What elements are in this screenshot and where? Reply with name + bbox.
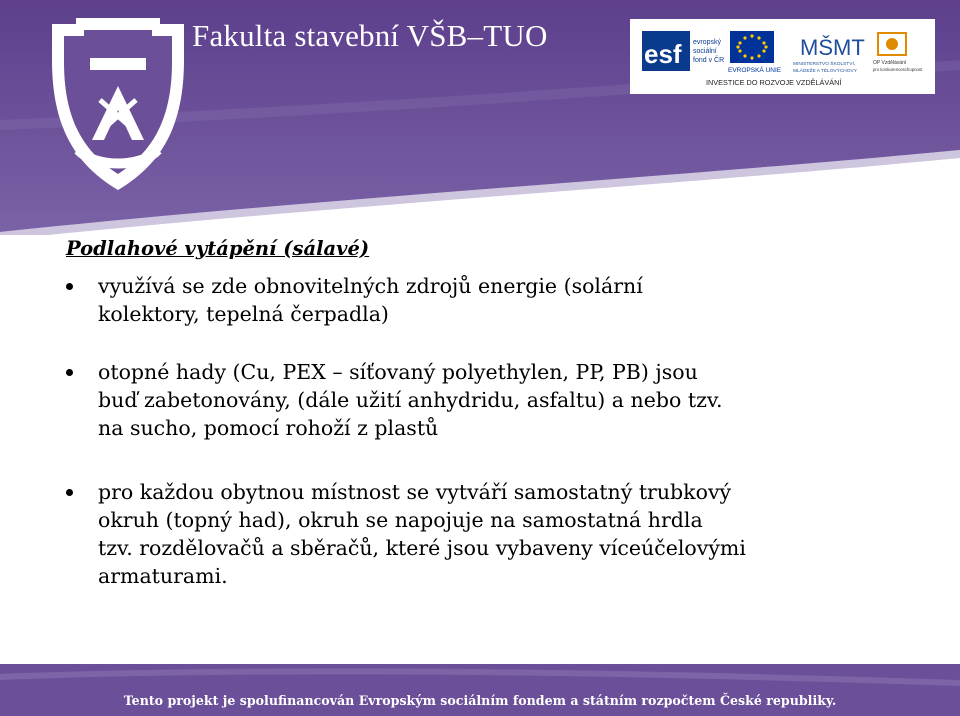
footer-text: Tento projekt je spolufinancován Evropským sociálním fondem a státním rozpočtem České republiky. [123, 693, 837, 708]
bullet-line: kolektory, tepelná čerpadla) [98, 302, 389, 326]
bullet-line: využívá se zde obnovitelných zdrojů energie (solární [98, 274, 643, 298]
bullet-line: buď zabetonovány, (dále užití anhydridu, asfaltu) a nebo tzv. [98, 388, 723, 412]
svg-text:evropský: evropský [693, 39, 722, 46]
list-item [66, 272, 936, 328]
svg-text:fond v ČR: fond v ČR [693, 57, 725, 64]
list-item [66, 478, 936, 590]
msmt-logo-icon [793, 35, 865, 74]
footer-background [0, 664, 960, 716]
slide-content [66, 236, 936, 590]
bullet-line: otopné hady (Cu, PEX – síťovaný polyethylen, PP, PB) jsou [98, 360, 698, 384]
bullet-icon [66, 489, 73, 496]
svg-text:pro konkurenceschopnost: pro konkurenceschopnost [873, 67, 923, 72]
bullet-line: tzv. rozdělovačů a sběračů, které jsou vybaveny víceúčelovými [98, 536, 746, 560]
list-item [66, 358, 936, 442]
svg-text:EVROPSKÁ UNIE: EVROPSKÁ UNIE [728, 67, 782, 74]
bullet-line: na sucho, pomocí rohoží z plastů [98, 416, 439, 440]
footer-banner [0, 664, 960, 716]
sponsor-logos [630, 19, 935, 94]
bullet-line: armaturami. [98, 564, 228, 588]
svg-text:MŠMT: MŠMT [800, 35, 865, 60]
sponsor-logo-strip [630, 19, 935, 94]
svg-text:MINISTERSTVO ŠKOLSTVÍ,: MINISTERSTVO ŠKOLSTVÍ, [793, 62, 856, 67]
svg-text:sociální: sociální [693, 48, 717, 55]
bullet-line: okruh (topný had), okruh se napojuje na samostatná hrdla [98, 508, 703, 532]
svg-text:OP Vzdělávání: OP Vzdělávání [873, 60, 907, 66]
op-vk-logo-icon [873, 33, 923, 72]
svg-text:esf: esf [644, 39, 682, 69]
bullet-list [66, 272, 936, 590]
bullet-icon [66, 369, 73, 376]
svg-text:INVESTICE DO ROZVOJE VZDĚLÁVÁN: INVESTICE DO ROZVOJE VZDĚLÁVÁNÍ [706, 78, 842, 87]
bullet-icon [66, 283, 73, 290]
esf-logo-icon [642, 31, 724, 71]
svg-text:MLÁDEŽE A TĚLOVÝCHOVY: MLÁDEŽE A TĚLOVÝCHOVY [793, 69, 857, 74]
section-heading: Podlahové vytápění (sálavé) [66, 237, 370, 260]
eu-flag-icon [728, 31, 782, 74]
bullet-line: pro každou obytnou místnost se vytváří samostatný trubkový [98, 480, 732, 504]
header-banner [0, 0, 960, 235]
page-title: Fakulta stavební VŠB–TUO [192, 18, 548, 53]
